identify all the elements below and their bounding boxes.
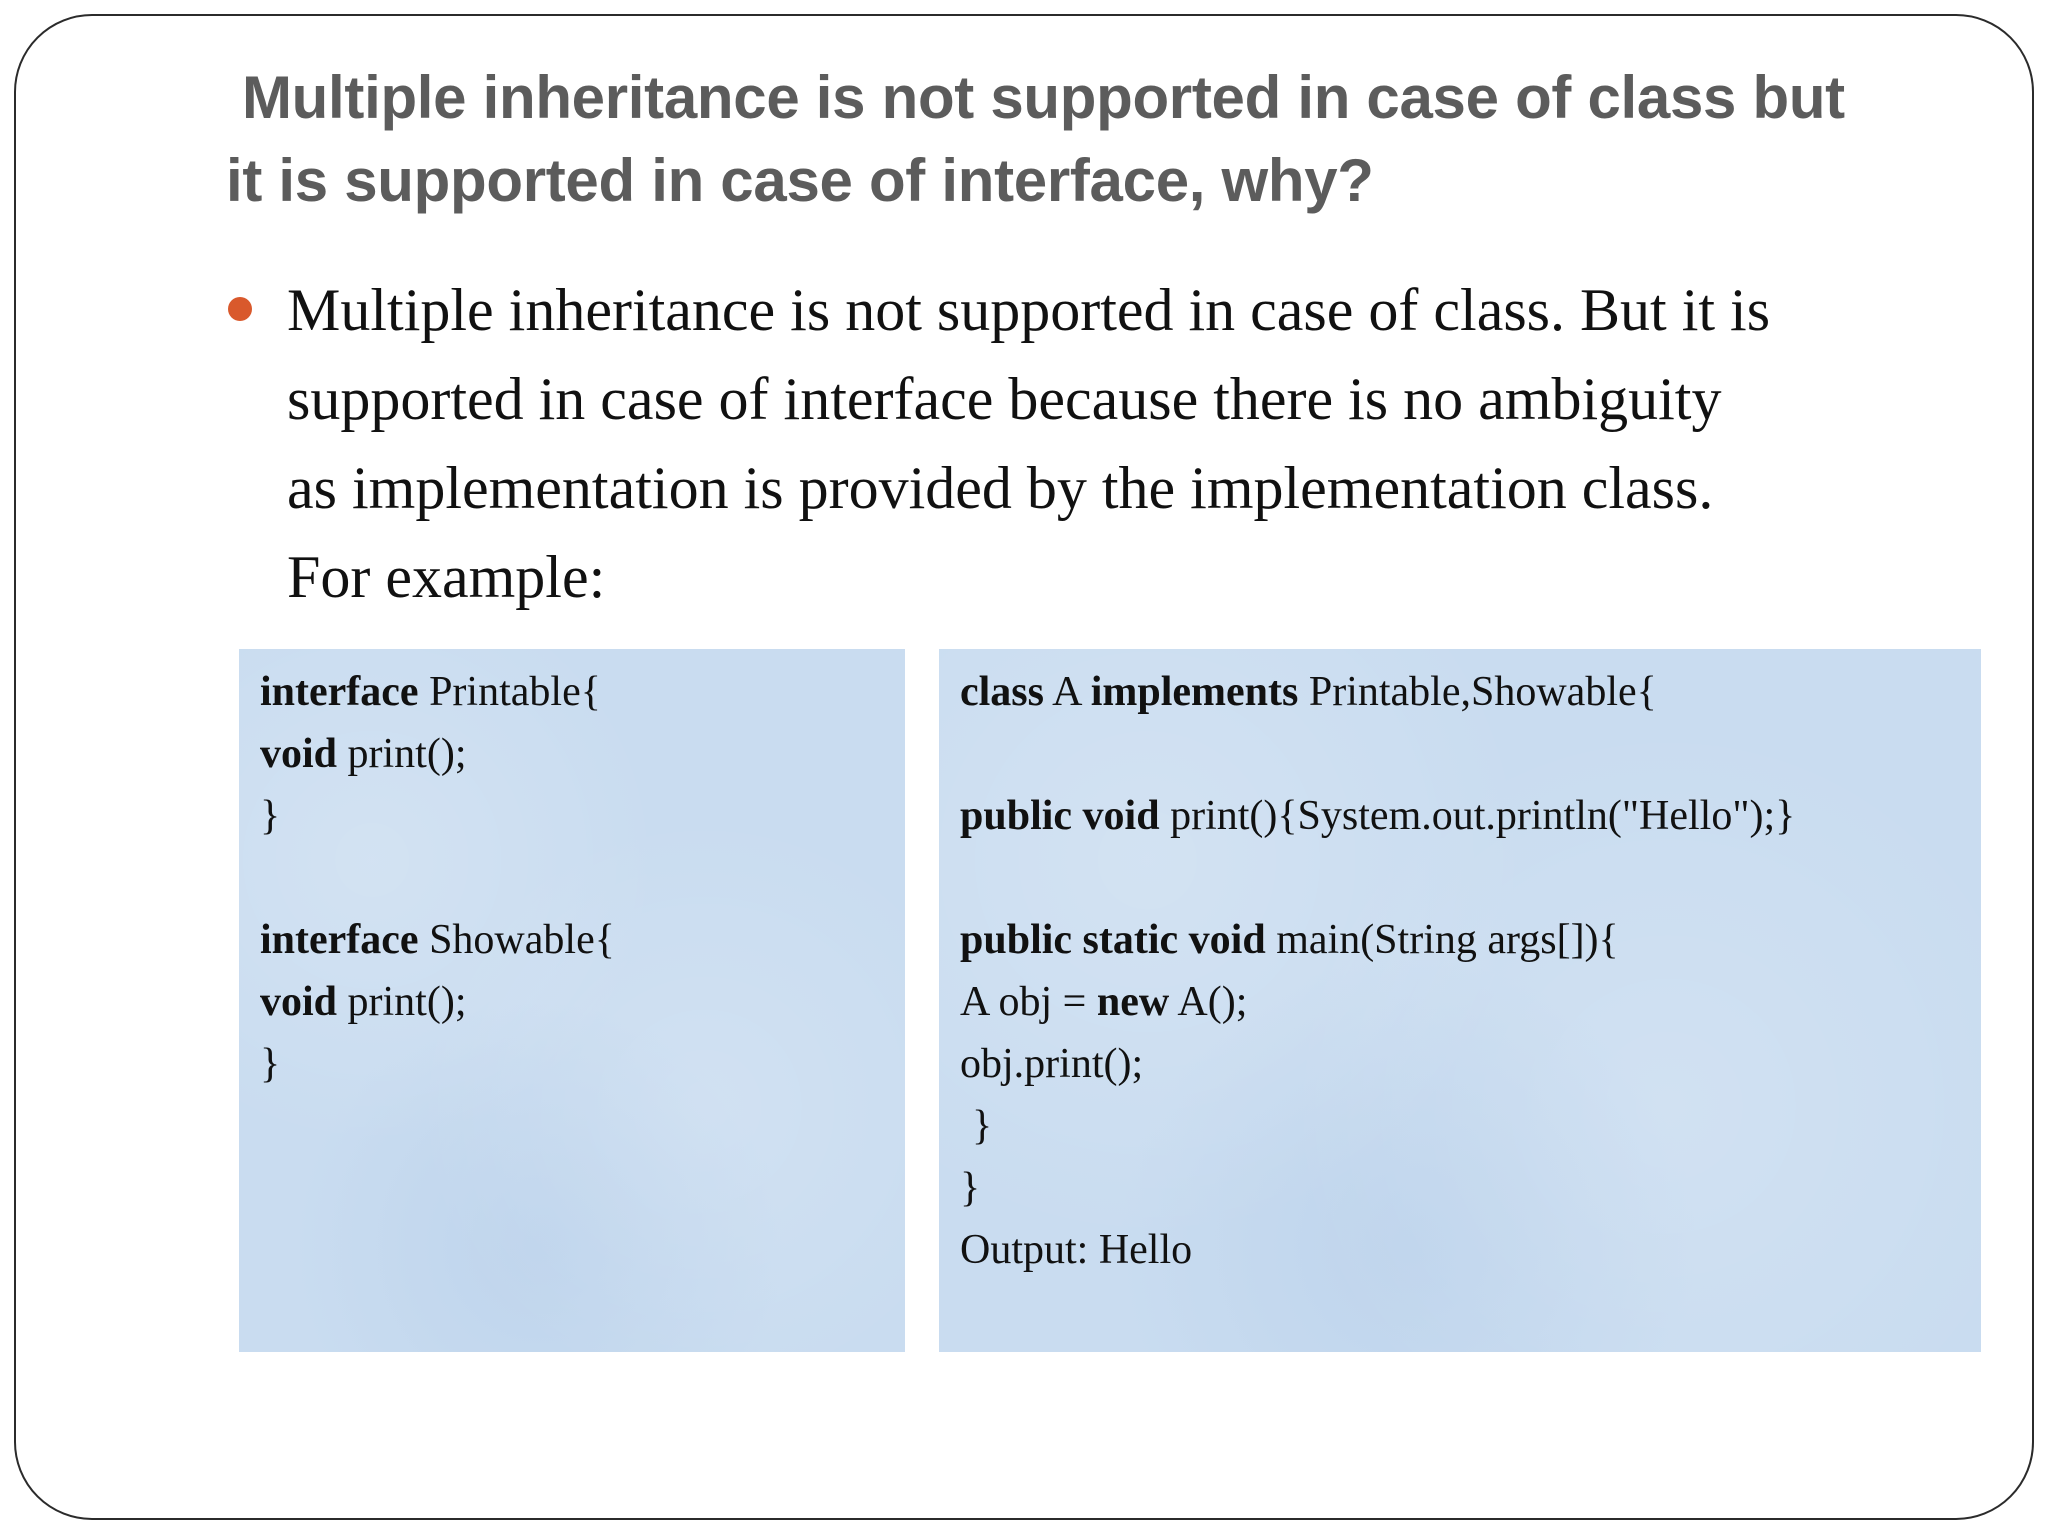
code-blank-line [960,723,1795,785]
code-keyword: interface [260,669,419,715]
code-keyword: new [1096,979,1170,1025]
code-text: } [960,1165,981,1211]
code-text: print(){System.out.println("Hello");} [1159,793,1796,839]
code-line [960,785,1795,847]
code-keyword: public void [960,793,1160,839]
bullet-line-2: supported in case of interface because there is no ambiguity [287,366,1722,432]
code-line [960,1157,1795,1219]
slide-title-line-2: it is supported in case of interface, why? [226,147,1374,214]
code-line [260,1033,615,1095]
code-text: } [260,793,281,839]
code-keyword: class [960,669,1044,715]
code-line [260,661,615,723]
code-line [960,971,1795,1033]
slide-title-line-1: Multiple inheritance is not supported in case of class but [242,64,1845,131]
code-text: Printable{ [418,669,601,715]
code-blank-line [260,847,615,909]
code-output-line [960,1219,1795,1281]
code-output: Output: Hello [960,1227,1193,1273]
bullet-dot-icon [228,297,252,321]
code-text: A obj = [960,979,1097,1025]
code-keyword: implements [1090,669,1299,715]
code-box-class [939,649,1981,1352]
code-class [960,661,1795,1281]
code-line [960,1033,1795,1095]
bullet-paragraph [287,266,1987,622]
bullet-line-3: as implementation is provided by the implementation class. [287,455,1714,521]
code-keyword: interface [260,917,419,963]
code-text: } [972,1103,993,1149]
code-text: obj.print(); [960,1041,1144,1087]
code-text: Printable,Showable{ [1298,669,1657,715]
code-text: A(); [1169,979,1248,1025]
code-line [260,785,615,847]
code-line [960,1095,1795,1157]
code-text: Showable{ [418,917,615,963]
code-line [260,909,615,971]
code-blank-line [960,847,1795,909]
bullet-line-1: Multiple inheritance is not supported in case of class. But it is [287,277,1771,343]
code-interfaces [260,661,615,1095]
code-keyword: void [260,979,338,1025]
code-text: print(); [337,979,467,1025]
code-line [260,723,615,785]
code-text: main(String args[]){ [1265,917,1619,963]
code-keyword: public static void [960,917,1266,963]
code-line [260,971,615,1033]
slide-title [226,56,1926,222]
code-box-interfaces [239,649,905,1352]
code-text: print(); [337,731,467,777]
bullet-line-4: For example: [287,544,606,610]
code-text: A [1044,669,1091,715]
code-line [960,909,1795,971]
code-keyword: void [260,731,338,777]
code-line [960,661,1795,723]
code-text: } [260,1041,281,1087]
